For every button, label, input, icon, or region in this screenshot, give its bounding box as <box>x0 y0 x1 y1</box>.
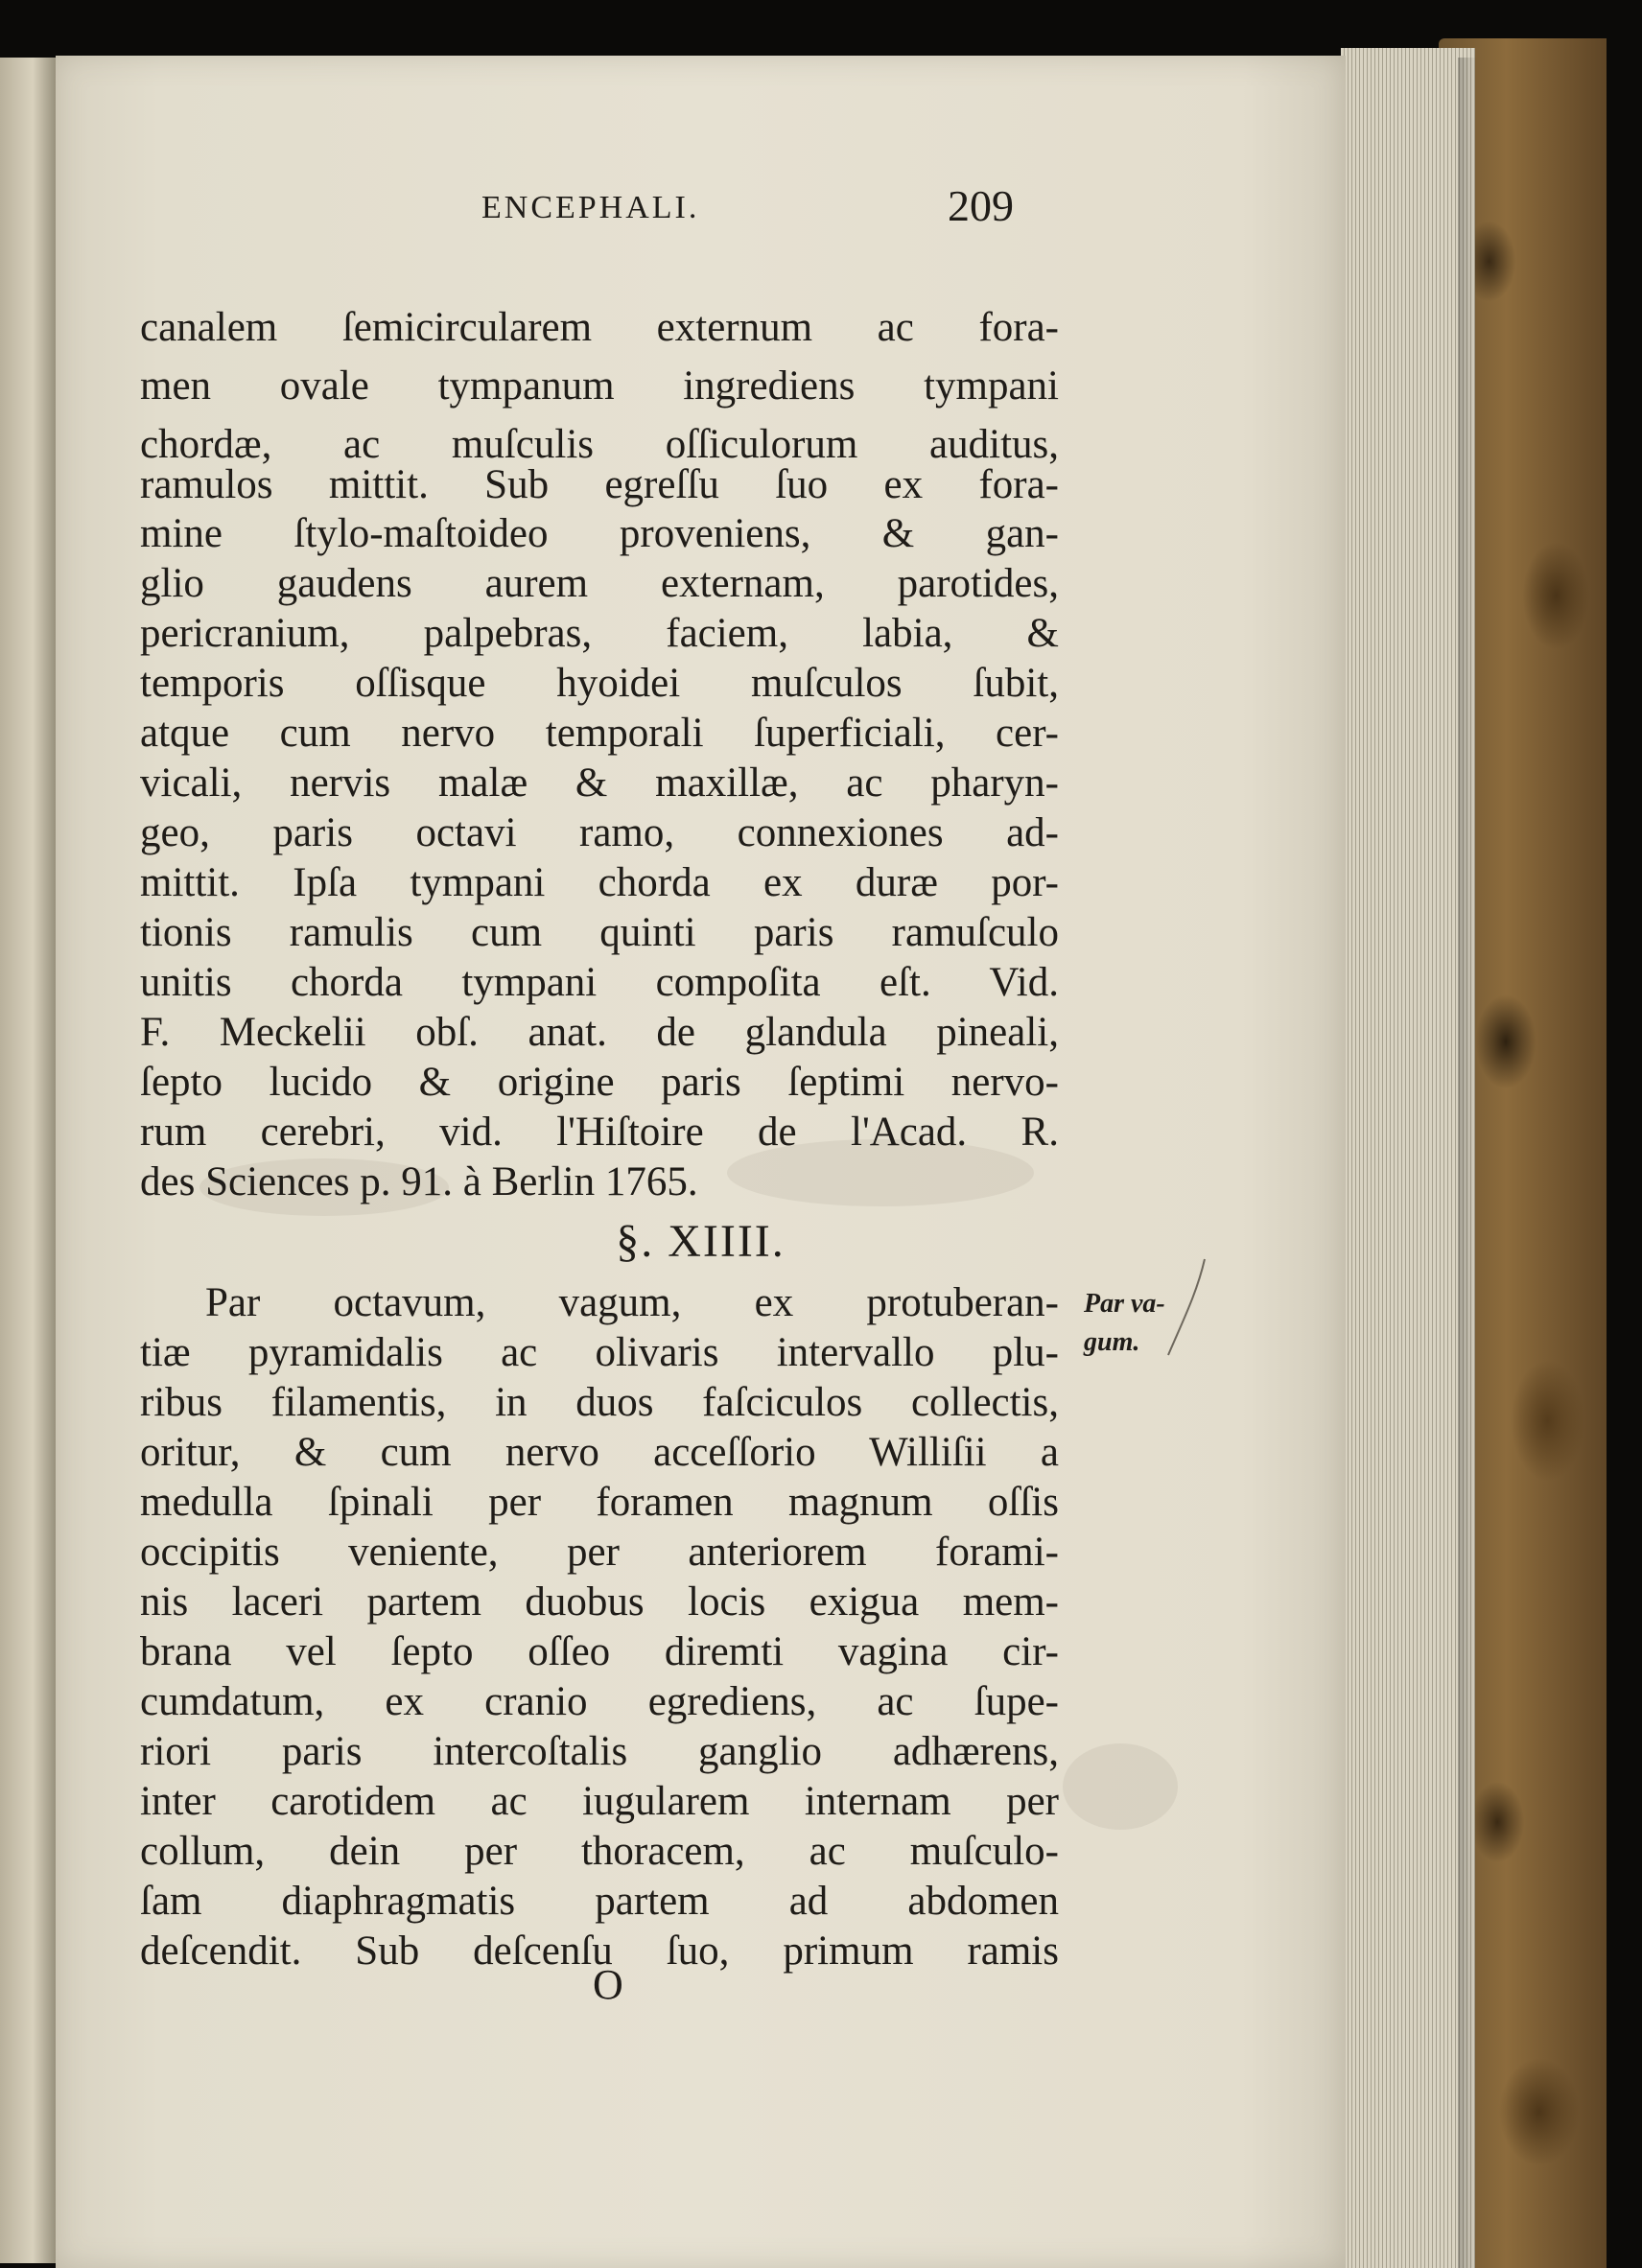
text-line: vicali, nervis malæ & maxillæ, ac pharyn- <box>140 760 1059 806</box>
text-line: deſcendit. Sub deſcenſu ſuo, primum ramis <box>140 1929 1059 1974</box>
facing-page-edge <box>0 58 59 2263</box>
text-line: tionis ramulis cum quinti paris ramuſculo <box>140 910 1059 955</box>
text-line: inter carotidem ac iugularem internam per <box>140 1779 1059 1824</box>
page-number: 209 <box>948 181 1014 230</box>
book-page <box>56 56 1346 2268</box>
text-line: glio gaudens aurem externam, parotides, <box>140 561 1059 606</box>
text-line: cumdatum, ex cranio egrediens, ac ſupe- <box>140 1679 1059 1724</box>
running-head-title: ENCEPHALI. <box>481 190 700 225</box>
text-line: occipitis veniente, per anteriorem forami- <box>140 1530 1059 1575</box>
text-line: pericranium, palpebras, faciem, labia, & <box>140 611 1059 656</box>
text-line: geo, paris octavi ramo, connexiones ad- <box>140 810 1059 855</box>
text-line: men ovale tympanum ingrediens tympani <box>140 363 1059 409</box>
text-line: brana vel ſepto oſſeo diremti vagina cir- <box>140 1629 1059 1674</box>
section-heading: §. XIIII. <box>616 1216 786 1267</box>
text-line: Par octavum, vagum, ex protuberan- <box>205 1280 1059 1325</box>
text-line: mine ſtylo-maſtoideo proveniens, & gan- <box>140 511 1059 556</box>
text-line: temporis oſſisque hyoidei muſculos ſubit, <box>140 661 1059 706</box>
text-line: chordæ, ac muſculis oſſiculorum auditus, <box>140 422 1059 467</box>
text-line: tiæ pyramidalis ac olivaris intervallo plu- <box>140 1330 1059 1375</box>
text-line: canalem ſemicircularem externum ac fora- <box>140 305 1059 350</box>
text-line: oritur, & cum nervo acceſſorio Williſii a <box>140 1430 1059 1475</box>
pencil-mark-icon <box>1159 1254 1216 1360</box>
page-block-edges <box>1341 48 1475 2268</box>
text-line: unitis chorda tympani compoſita eſt. Vid. <box>140 960 1059 1005</box>
text-line: atque cum nervo temporali ſuperficiali, cer- <box>140 711 1059 756</box>
catchword: O <box>593 1961 623 2008</box>
marginal-note-line: Par va- <box>1084 1289 1165 1319</box>
page-body <box>56 56 1346 2268</box>
text-line: nis laceri partem duobus locis exigua mem- <box>140 1579 1059 1625</box>
text-line: riori paris intercoſtalis ganglio adhærens, <box>140 1729 1059 1774</box>
text-line: des Sciences p. 91. à Berlin 1765. <box>140 1159 698 1204</box>
text-line: ribus filamentis, in duos faſciculos collectis, <box>140 1380 1059 1425</box>
page-edge-shadow <box>1458 58 1477 2268</box>
marginal-note-line: gum. <box>1084 1327 1140 1357</box>
text-line: medulla ſpinali per foramen magnum oſſis <box>140 1480 1059 1525</box>
text-line: F. Meckelii obſ. anat. de glandula pineali, <box>140 1010 1059 1055</box>
text-line: ſam diaphragmatis partem ad abdomen <box>140 1879 1059 1924</box>
text-line: ramulos mittit. Sub egreſſu ſuo ex fora- <box>140 462 1059 507</box>
text-line: mittit. Ipſa tympani chorda ex duræ por- <box>140 860 1059 905</box>
text-line: ſepto lucido & origine paris ſeptimi nervo- <box>140 1060 1059 1105</box>
text-line: rum cerebri, vid. l'Hiſtoire de l'Acad. R. <box>140 1110 1059 1155</box>
text-line: collum, dein per thoracem, ac muſculo- <box>140 1829 1059 1874</box>
